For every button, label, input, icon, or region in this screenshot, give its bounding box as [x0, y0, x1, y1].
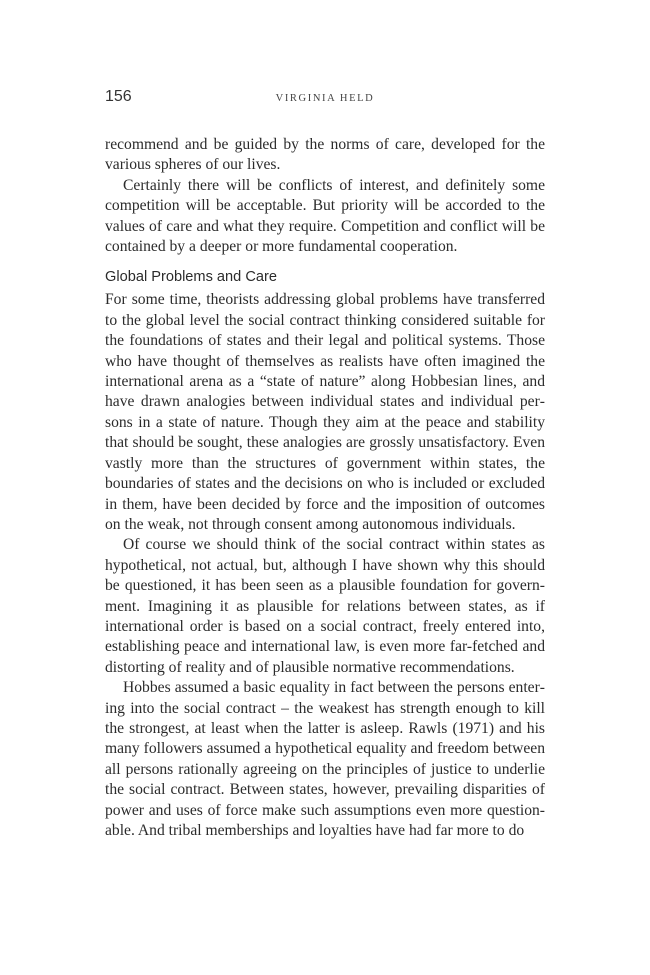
page-number: 156: [105, 88, 132, 105]
running-title: VIRGINIA HELD: [275, 93, 375, 104]
body-text: [105, 135, 545, 841]
paragraph: Certainly there will be conflicts of interest, and definitely some competition will be acceptable. But priority will be accorded to the values of care and what they require. Competition and conflict will be contained by a deeper or more fundamental cooperation.: [105, 176, 545, 256]
section-heading: Global Problems and Care: [105, 269, 277, 286]
running-head: [105, 88, 545, 112]
paragraph: Of course we should think of the social contract within states as hypothetical, not actual, but, although I have shown why this should be questioned, it has been seen as a plausible foundation for government. Imagining it as plausible for relations between states, as if international order is based on a social contract, freely entered into, establishing peace and international law, is even more far-fetched and distorting of reality and of plausible normative recommendations.: [105, 536, 545, 676]
paragraph: recommend and be guided by the norms of care, developed for the various spheres of our lives.: [105, 136, 545, 174]
paragraph: For some time, theorists addressing global problems have transferred to the global level the social contract thinking considered suitable for the foundations of states and their legal and political systems. Those who have thought of themselves as realists have often imagined the international arena as a “state of nature” along Hobbesian lines, and have drawn analogies between individual states and individual persons in a state of nature. Though they aim at the peace and stability that should be sought, these analogies are grossly unsatisfactory. Even vastly more than the structures of government within states, the boundaries of states and the decisions on who is included or excluded in them, have been decided by force and the imposition of outcomes on the weak, not through consent among autonomous individuals.: [105, 291, 545, 533]
paragraph: Hobbes assumed a basic equality in fact between the persons entering into the social contract – the weakest has strength enough to kill the strongest, at least when the latter is asleep. Rawls (1971) and his many followers assumed a hypothetical equality and freedom between all persons rationally agreeing on the principles of justice to underlie the social contract. Between states, however, prevailing disparities of power and uses of force make such assumptions even more questionable. And tribal memberships and loyalties have had far more to do: [105, 679, 545, 839]
